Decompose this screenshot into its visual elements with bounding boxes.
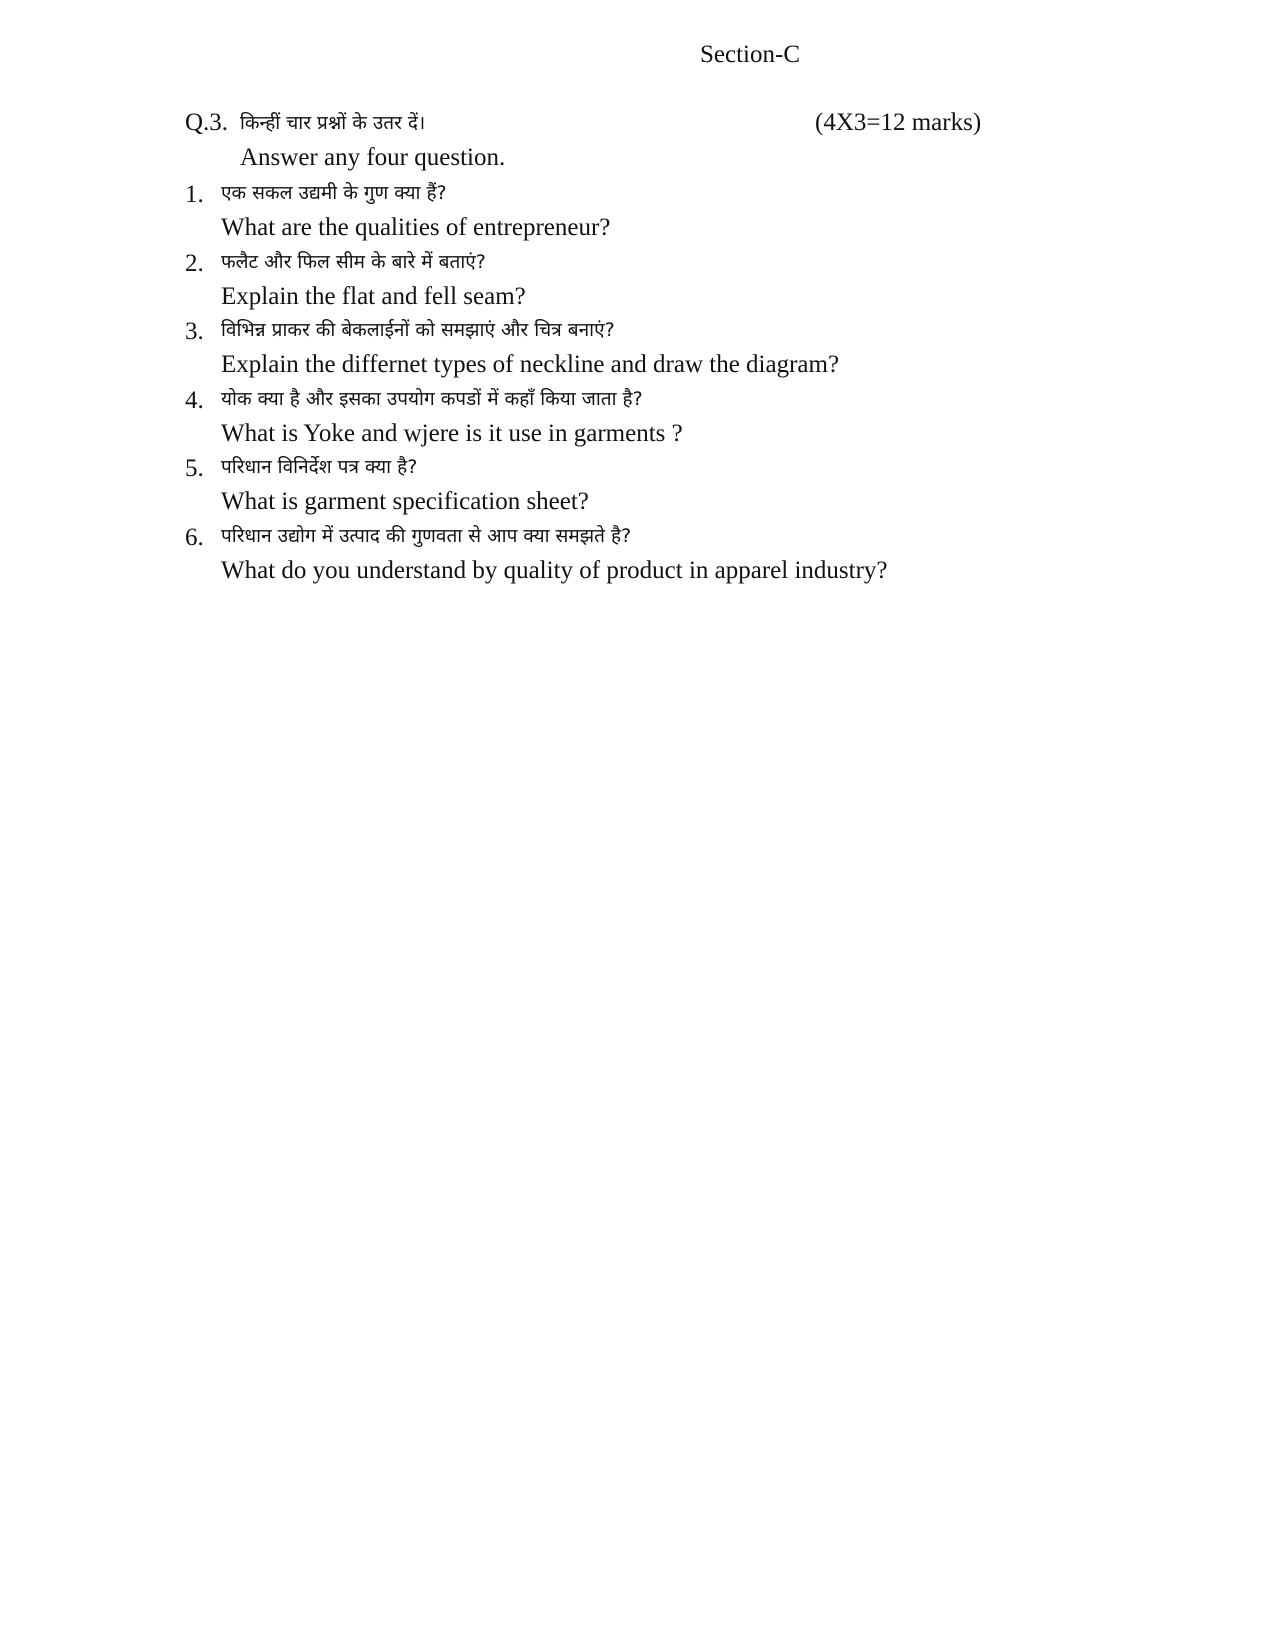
item-english-text: Explain the flat and fell seam?	[221, 282, 526, 310]
question-item	[185, 382, 1085, 451]
question-instruction-english: Answer any four question.	[240, 144, 506, 171]
item-hindi-text: योक क्या है और इसका उपयोग कपडों में कहाँ किया जाता है?	[221, 387, 643, 410]
item-number: 6.	[185, 523, 204, 551]
item-number: 5.	[185, 455, 204, 482]
item-english-text: What do you understand by quality of product in apparel industry?	[221, 556, 888, 584]
item-english-text: What is garment specification sheet?	[221, 488, 589, 515]
item-english-text: What is Yoke and wjere is it use in garments ?	[221, 419, 683, 447]
question-item	[185, 245, 1085, 314]
question-number: Q.3.	[185, 109, 229, 136]
item-number: 2.	[185, 249, 204, 277]
item-hindi-text: एक सकल उद्यमी के गुण क्या हैं?	[221, 182, 447, 204]
item-number: 1.	[185, 181, 204, 208]
item-hindi-text: परिधान विनिर्देश पत्र क्या है?	[221, 456, 418, 478]
question-instruction-hindi: किन्हीं चार प्रश्नों के उतर दें।	[240, 112, 426, 134]
item-number: 4.	[185, 386, 204, 414]
question-list	[185, 176, 1085, 587]
question-item	[185, 519, 1085, 588]
question-item	[185, 176, 1085, 245]
item-english-text: Explain the differnet types of neckline and draw the diagram?	[221, 351, 840, 378]
item-number: 3.	[185, 318, 204, 345]
question-header	[185, 106, 985, 140]
item-english-text: What are the qualities of entrepreneur?	[221, 214, 611, 241]
section-title: Section-C	[700, 41, 800, 68]
item-hindi-text: परिधान उद्योग में उत्पाद की गुणवता से आप क्या समझते है?	[221, 524, 632, 547]
item-hindi-text: विभिन्न प्राकर की बेकलाईनों को समझाएं और चित्र बनाएं?	[221, 319, 615, 341]
question-item	[185, 313, 1085, 382]
question-item	[185, 450, 1085, 519]
question-marks: (4X3=12 marks)	[815, 109, 982, 136]
item-hindi-text: फलैट और फिल सीम के बारे में बताएं?	[221, 250, 486, 273]
